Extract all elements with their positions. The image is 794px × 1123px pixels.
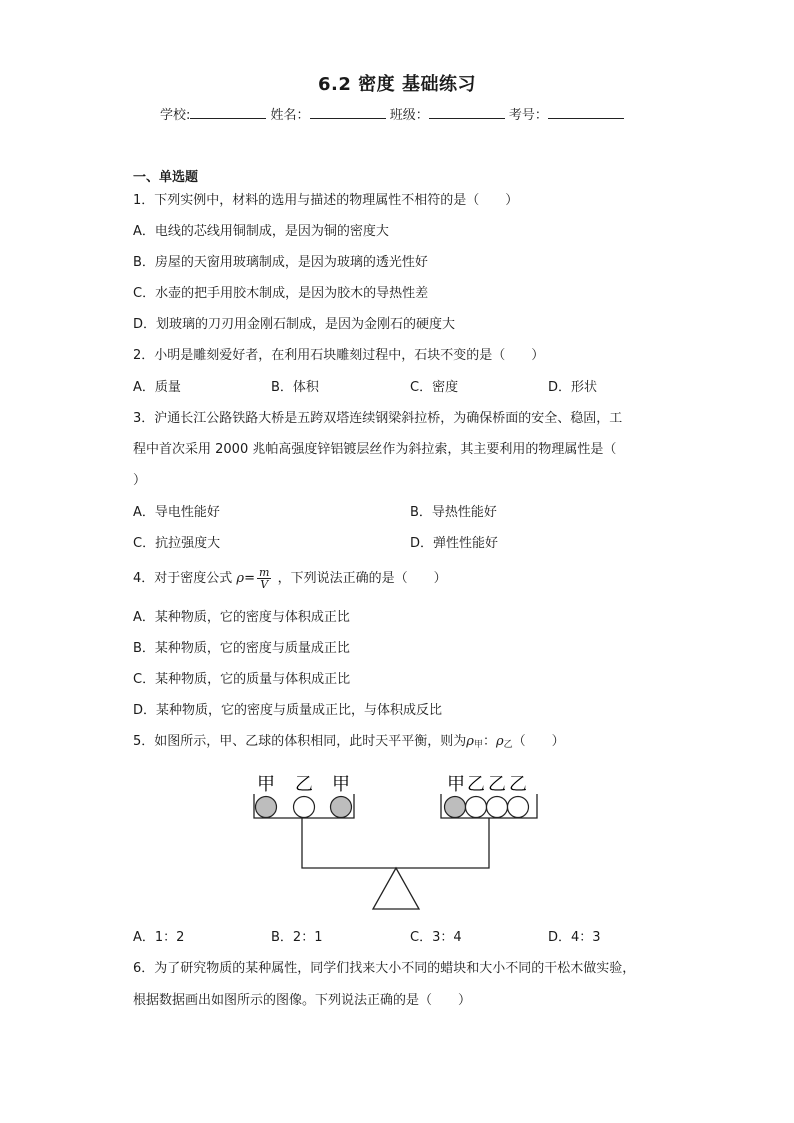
left-ball-jia-2	[331, 797, 352, 818]
q3-stem-line-2: 程中首次采用 2000 兆帕高强度锌铝镀层丝作为斜拉索，其主要利用的物理属性是（	[133, 442, 617, 457]
right-label-3: 乙	[488, 774, 506, 795]
q4-stem	[133, 566, 447, 592]
school-label: 学校:	[160, 108, 191, 123]
q1-option-b: B．房屋的天窗用玻璃制成，是因为玻璃的透光性好	[133, 255, 428, 270]
q2-option-c: C．密度	[410, 380, 459, 395]
right-ball-yi-3	[508, 797, 529, 818]
equals-sign: =	[244, 571, 255, 586]
density-formula-fraction	[257, 567, 271, 590]
right-label-1: 甲	[447, 774, 465, 795]
q3-option-c: C．抗拉强度大	[133, 536, 221, 551]
q5-option-c: C．3：4	[410, 930, 462, 945]
q5-stem	[133, 734, 565, 753]
q4-stem-prefix: 4．对于密度公式	[133, 571, 233, 586]
subscript-yi: 乙	[503, 740, 513, 750]
right-ball-yi-2	[487, 797, 508, 818]
q3-stem-line-1: 3．沪通长江公路铁路大桥是五跨双塔连续钢梁斜拉桥，为确保桥面的安全、稳固，工	[133, 411, 623, 426]
right-ball-jia	[445, 797, 466, 818]
q3-option-b: B．导热性能好	[410, 505, 497, 520]
q4-option-d: D．某种物质，它的密度与质量成正比，与体积成反比	[133, 703, 443, 718]
q2-stem: 2．小明是雕刻爱好者，在利用石块雕刻过程中，石块不变的是（ ）	[133, 348, 545, 363]
school-blank	[190, 106, 266, 119]
q1-option-a: A．电线的芯线用铜制成，是因为铜的密度大	[133, 224, 389, 239]
q2-option-a: A．质量	[133, 380, 181, 395]
balance-fulcrum	[373, 868, 419, 909]
left-label-2: 乙	[295, 774, 313, 795]
density-symbol: ρ	[236, 571, 245, 586]
ratio-colon: ：	[482, 734, 496, 749]
right-label-4: 乙	[509, 774, 527, 795]
balance-figure	[240, 766, 550, 914]
right-label-2: 乙	[467, 774, 485, 795]
left-label-1: 甲	[257, 774, 275, 795]
section-heading: 一、单选题	[133, 170, 199, 185]
q4-option-a: A．某种物质，它的密度与体积成正比	[133, 610, 350, 625]
q4-option-b: B．某种物质，它的密度与质量成正比	[133, 641, 350, 656]
q5-option-a: A．1：2	[133, 930, 185, 945]
q4-stem-suffix: ，下列说法正确的是（ ）	[277, 571, 447, 586]
formula-numerator: m	[258, 566, 270, 579]
page-title: 6.2 密度 基础练习	[318, 74, 476, 95]
class-blank	[429, 106, 505, 119]
density-symbol-yi: ρ	[495, 734, 504, 749]
student-info-line	[160, 104, 624, 123]
density-symbol-jia: ρ	[466, 734, 474, 749]
left-ball-jia-1	[256, 797, 277, 818]
q5-option-b: B．2：1	[271, 930, 323, 945]
q3-stem-line-3: ）	[133, 473, 147, 488]
q3-option-a: A．导电性能好	[133, 505, 220, 520]
name-blank	[310, 106, 386, 119]
q1-stem: 1．下列实例中，材料的选用与描述的物理属性不相符的是（ ）	[133, 193, 519, 208]
q3-option-d: D．弹性性能好	[410, 536, 499, 551]
exam-number-blank	[548, 106, 624, 119]
q4-option-c: C．某种物质，它的质量与体积成正比	[133, 672, 351, 687]
right-ball-yi-1	[466, 797, 487, 818]
q5-stem-suffix: （ ）	[512, 734, 565, 749]
q6-stem-line-1: 6．为了研究物质的某种属性，同学们找来大小不同的蜡块和大小不同的干松木做实验，	[133, 961, 636, 976]
exam-number-label: 考号：	[508, 108, 548, 123]
q5-stem-prefix: 5．如图所示，甲、乙球的体积相同，此时天平平衡，则为	[133, 734, 467, 749]
formula-denominator: V	[260, 578, 269, 591]
q1-option-d: D．划玻璃的刀刃用金刚石制成，是因为金刚石的硬度大	[133, 317, 456, 332]
left-label-3: 甲	[332, 774, 350, 795]
q2-option-d: D．形状	[548, 380, 598, 395]
q6-stem-line-2: 根据数据画出如图所示的图像。下列说法正确的是（ ）	[133, 993, 472, 1008]
left-ball-yi	[294, 797, 315, 818]
q2-option-b: B．体积	[271, 380, 319, 395]
class-label: 班级：	[389, 108, 429, 123]
balance-beam	[302, 818, 489, 868]
q1-option-c: C．水壶的把手用胶木制成，是因为胶木的导热性差	[133, 286, 429, 301]
name-label: 姓名：	[270, 108, 310, 123]
q5-option-d: D．4：3	[548, 930, 601, 945]
subscript-jia: 甲	[473, 740, 483, 750]
